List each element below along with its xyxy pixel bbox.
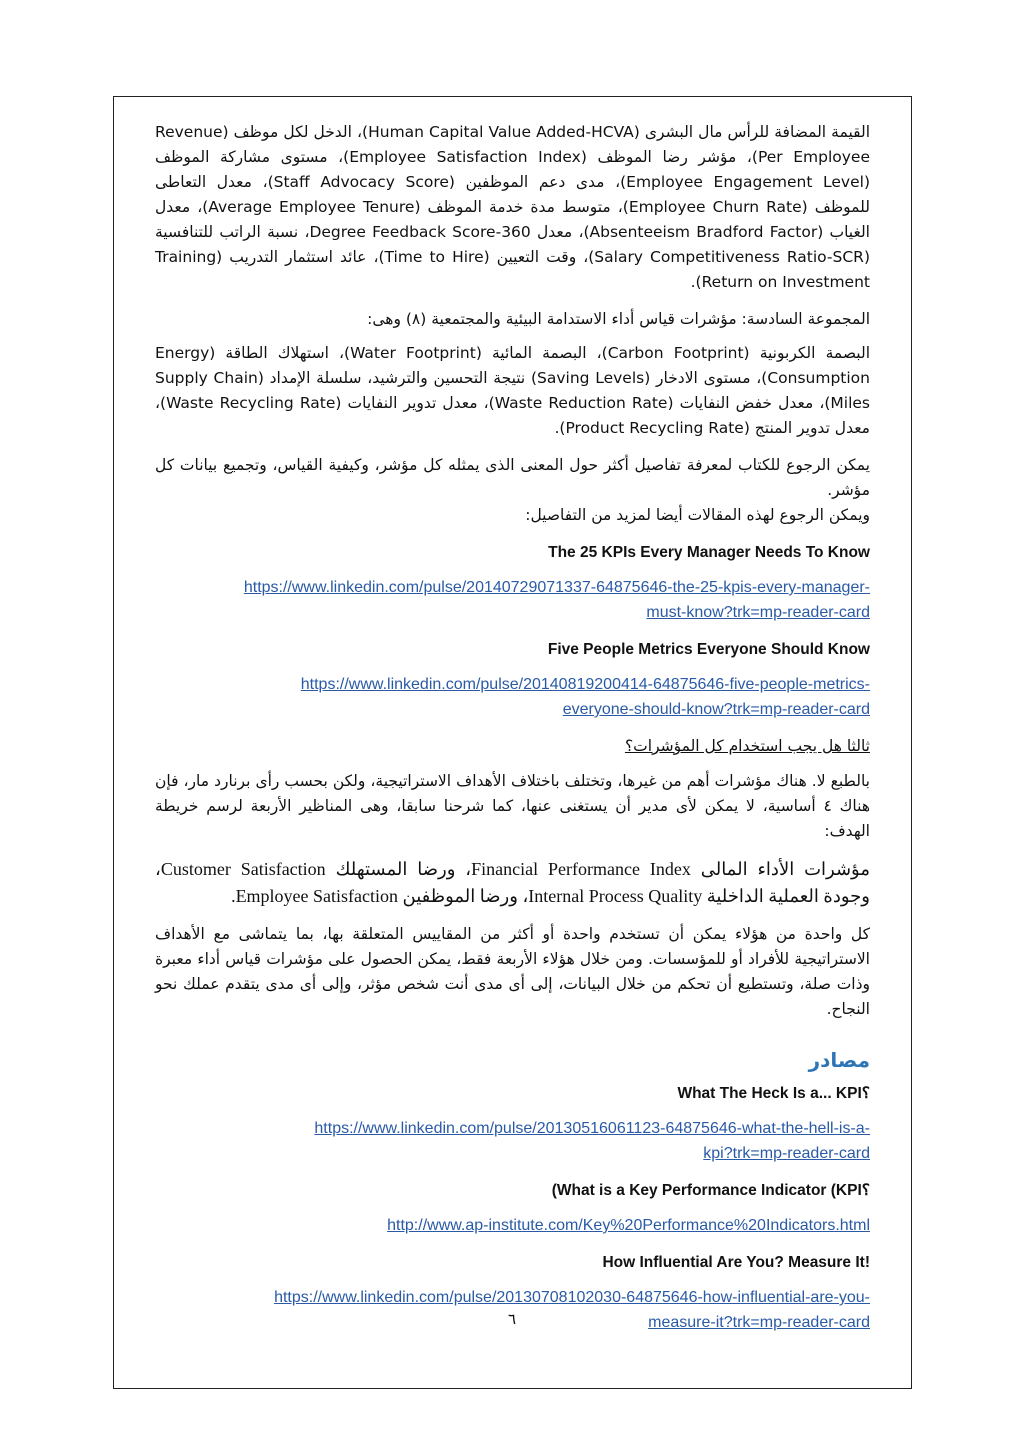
article-link-people-metrics[interactable] [155, 672, 870, 722]
article-link-25-kpis-line-1: https://www.linkedin.com/pulse/20140729071337-64875646-the-25-kpis-every-manager- [243, 579, 870, 596]
source-link-what-the-heck-line-1: https://www.linkedin.com/pulse/20130516061123-64875646-what-the-hell-is-a- [314, 1120, 870, 1137]
sustainability-kpis-paragraph: البصمة الكربونية (Carbon Footprint)، البصمة المائية (Water Footprint)، استهلاك الطاقة (Energy Consumption)، مستوى الادخار (Saving Levels) نتيجة التحسين والترشيد، سلسلة الإمداد (Supply Chain Miles)، معدل خفض النفايات (Waste Reduction Rate)، معدل تدوير النفايات (Waste Recycling Rate)، معدل تدوير المنتج (Product Recycling Rate). [155, 344, 871, 437]
source-title-what-is-kpi: (What is a Key Performance Indicator (KPI؟ [551, 1182, 870, 1199]
references-intro-line-1: يمكن الرجوع للكتاب لمعرفة تفاصيل أكثر حول المعنى الذى يمثله كل مؤشر، وكيفية القياس، وتجميع بيانات كل مؤشر. [155, 456, 870, 499]
references-intro-line-2: ويمكن الرجوع لهذه المقالات أيضا لمزيد من التفاصيل: [525, 506, 870, 524]
article-link-people-metrics-line-2: everyone-should-know?trk=mp-reader-card [562, 701, 870, 718]
source-title-what-the-heck: What The Heck Is a... KPI؟ [677, 1085, 870, 1102]
source-link-ap-institute-line: http://www.ap-institute.com/Key%20Performance%20Indicators.html [387, 1217, 870, 1234]
four-indexes-paragraph: مؤشرات الأداء المالى Financial Performance Index، ورضا المستهلك Customer Satisfaction، وجودة العملية الداخلية Internal Process Quality، ورضا الموظفين Employee Satisfaction. [155, 859, 871, 906]
document-body [155, 120, 870, 1347]
source-link-how-influential-line-2: measure-it?trk=mp-reader-card [648, 1314, 870, 1331]
source-link-how-influential-line-1: https://www.linkedin.com/pulse/20130708102030-64875646-how-influential-are-you- [274, 1289, 870, 1306]
source-link-what-the-heck[interactable] [155, 1116, 870, 1166]
source-link-what-the-heck-line-2: kpi?trk=mp-reader-card [703, 1145, 870, 1162]
source-link-ap-institute[interactable] [155, 1213, 870, 1238]
article-title-25-kpis: The 25 KPIs Every Manager Needs To Know [548, 544, 870, 561]
four-perspectives-paragraph: بالطبع لا. هناك مؤشرات أهم من غيرها، وتختلف باختلاف الأهداف الاستراتيجية، ولكن بحسب رأى برنارد مار، فإن هناك ٤ أساسية، لا يمكن لأى مدير أن يستغنى عنها، كما شرحنا سابقا، وهى المناظير الأربعة لرسم خريطة الهدف: [155, 772, 870, 840]
article-link-25-kpis-line-2: must-know?trk=mp-reader-card [646, 604, 870, 621]
question-heading: ثالثا هل يجب استخدام كل المؤشرات؟ [624, 737, 870, 755]
article-link-25-kpis[interactable] [155, 575, 870, 625]
page-number: ٦ [507, 1310, 517, 1328]
source-title-how-influential: How Influential Are You? Measure It! [602, 1254, 870, 1271]
conclusion-paragraph: كل واحدة من هؤلاء يمكن أن تستخدم واحدة أو أكثر من المقاييس المتعلقة بها، بما يتماشى مع الأهداف الاستراتيجية للأفراد أو للمؤسسات. ومن خلال هؤلاء الأربعة فقط، يمكن الحصول على مؤشرات قياس أداء معبرة وذات صلة، وتستطيع أن تحكم من خلال البيانات، إلى أى مدى أنت شخص مؤثر، وإلى أى مدى يتقدم عملك نحو النجاح. [155, 925, 870, 1018]
hr-kpis-paragraph: القيمة المضافة للرأس مال البشرى (Human Capital Value Added-HCVA)، الدخل لكل موظف (Revenue Per Employee)، مؤشر رضا الموظف (Employee Satisfaction Index)، مستوى مشاركة الموظف (Employee Engagement Level)، مدى دعم الموظفين (Staff Advocacy Score)، معدل التعاطى للموظف (Employee Churn Rate)، متوسط مدة خدمة الموظف (Average Employee Tenure)، معدل الغياب (Absenteeism Bradford Factor)، معدل 360-Degree Feedback Score، نسبة الراتب للتنافسية (Salary Competitiveness Ratio-SCR)، وقت التعيين (Time to Hire)، عائد استثمار التدريب (Training Return on Investment). [155, 123, 871, 291]
article-link-people-metrics-line-1: https://www.linkedin.com/pulse/20140819200414-64875646-five-people-metrics- [300, 676, 870, 693]
sources-title: مصادر [808, 1048, 870, 1072]
article-title-people-metrics: Five People Metrics Everyone Should Know [547, 641, 870, 658]
references-intro [155, 453, 870, 528]
group-six-heading: المجموعة السادسة: مؤشرات قياس أداء الاستدامة البيئية والمجتمعية (٨) وهى: [367, 310, 870, 328]
